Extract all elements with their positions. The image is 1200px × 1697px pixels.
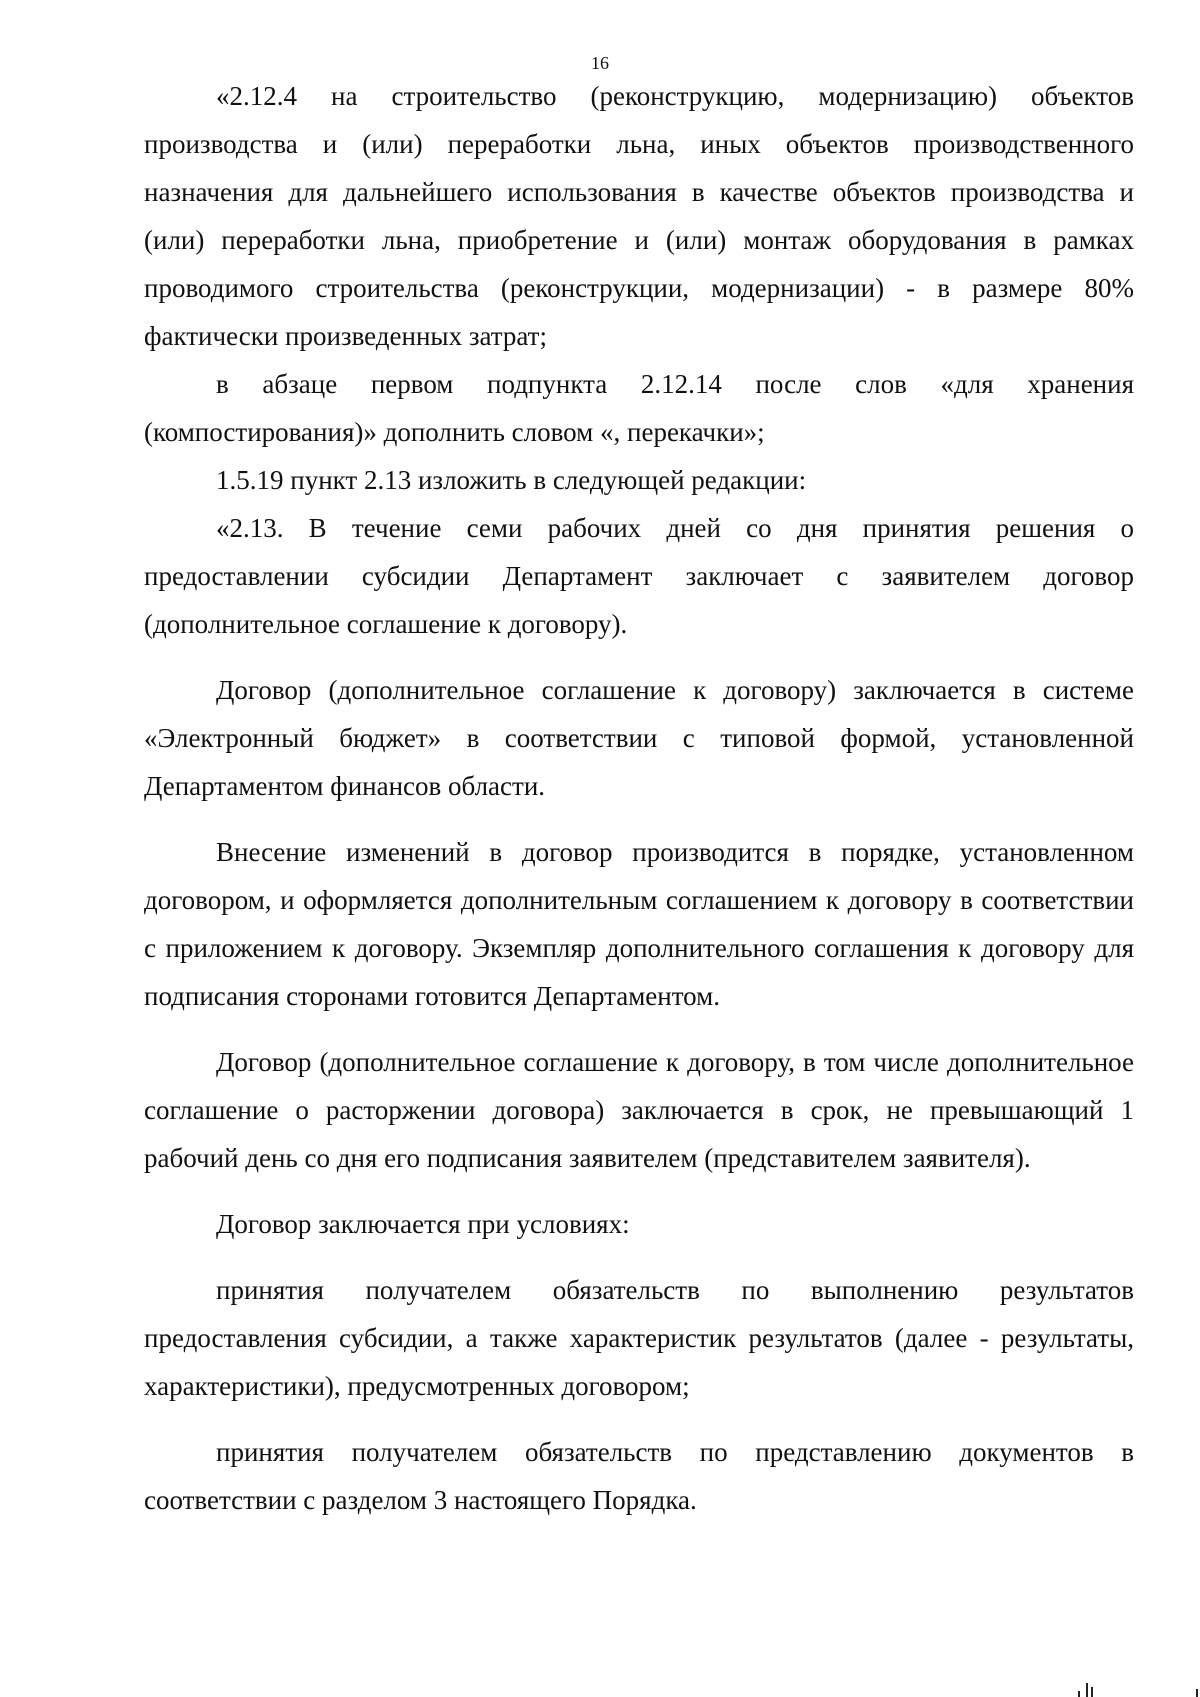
paragraph-conditions-heading: Договор заключается при условиях: [216, 1209, 630, 1239]
paragraph-condition-documents: принятия получателем обязательств по представлению документов в соответствии с разделом 3 настоящего Порядка. [144, 1437, 1134, 1515]
paragraph-electronic-budget: Договор (дополнительное соглашение к договору) заключается в системе «Электронный бюджет» в соответствии с типовой формой, установленной Департаментом финансов области. [144, 675, 1134, 801]
paragraph-1-5-19: 1.5.19 пункт 2.13 изложить в следующей редакции: [216, 465, 807, 495]
document-body [144, 72, 1134, 1524]
page-number: 16 [591, 53, 609, 73]
paragraph-2-12-14-amendment: в абзаце первом подпункта 2.12.14 после слов «для хранения (компостирования)» дополнить словом «, перекачки»; [144, 369, 1134, 447]
paragraph-contract-changes: Внесение изменений в договор производится в порядке, установленном договором, и оформляется дополнительным соглашением к договору в соответствии с приложением к договору. Экземпляр дополнительного соглашения к договору для подписания сторонами готовится Департаментом. [144, 837, 1134, 1011]
scan-corner-mark [1058, 1676, 1200, 1697]
paragraph-2-13: «2.13. В течение семи рабочих дней со дня принятия решения о предоставлении субсидии Департамент заключает с заявителем договор (дополнительное соглашение к договору). [144, 513, 1134, 639]
paragraph-2-12-4: «2.12.4 на строительство (реконструкцию, модернизацию) объектов производства и (или) переработки льна, иных объектов производственного назначения для дальнейшего использования в качестве объектов производства и (или) переработки льна, приобретение и (или) монтаж оборудования в рамках проводимого строительства (реконструкции, модернизации) - в размере 80% фактически произведенных затрат; [144, 81, 1134, 351]
paragraph-contract-term: Договор (дополнительное соглашение к договору, в том числе дополнительное соглашение о расторжении договора) заключается в срок, не превышающий 1 рабочий день со дня его подписания заявителем (представителем заявителя). [144, 1047, 1134, 1173]
paragraph-condition-results: принятия получателем обязательств по выполнению результатов предоставления субсидии, а также характеристик результатов (далее - результаты, характеристики), предусмотренных договором; [144, 1275, 1134, 1401]
